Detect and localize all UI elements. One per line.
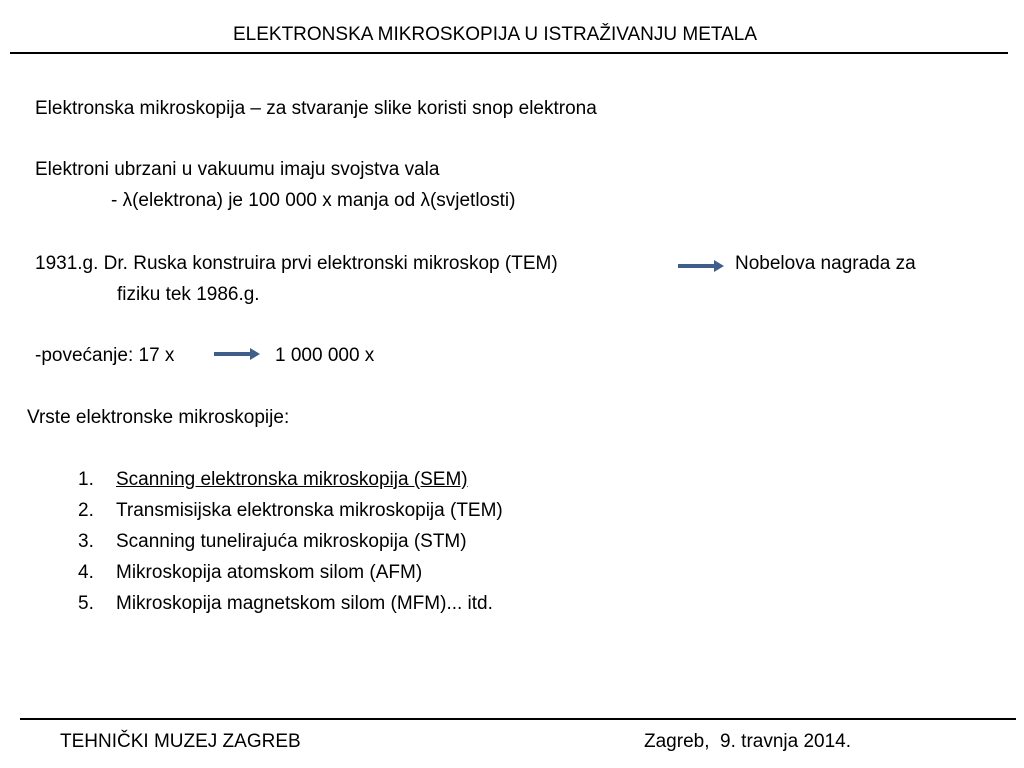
text-line-6: -povećanje: 17 x <box>35 345 175 366</box>
list-item <box>78 593 493 615</box>
list-number: 1. <box>78 469 94 490</box>
list-item <box>78 531 467 553</box>
arrow-right-icon <box>214 348 260 360</box>
list-number: 5. <box>78 593 94 614</box>
text-line-4: 1931.g. Dr. Ruska konstruira prvi elektronski mikroskop (TEM) <box>35 253 558 274</box>
types-heading: Vrste elektronske mikroskopije: <box>27 407 290 428</box>
list-link-sem[interactable]: Scanning elektronska mikroskopija (SEM) <box>116 469 468 490</box>
list-label: Mikroskopija atomskom silom (AFM) <box>116 562 423 583</box>
list-label: Mikroskopija magnetskom silom (MFM)... itd. <box>116 593 493 614</box>
arrow-right-icon <box>678 260 724 272</box>
list-number: 3. <box>78 531 94 552</box>
list-item <box>78 500 503 522</box>
text-line-5: fiziku tek 1986.g. <box>117 284 260 305</box>
text-line-3: - λ(elektrona) je 100 000 x manja od λ(svjetlosti) <box>111 190 516 211</box>
list-item <box>78 562 422 584</box>
list-label: Scanning tunelirajuća mikroskopija (STM) <box>116 531 467 552</box>
footer-divider <box>20 718 1016 720</box>
header-divider <box>10 52 1008 54</box>
text-line-1: Elektronska mikroskopija – za stvaranje slike koristi snop elektrona <box>35 98 597 119</box>
list-label: Transmisijska elektronska mikroskopija (TEM) <box>116 500 503 521</box>
text-line-2: Elektroni ubrzani u vakuumu imaju svojstva vala <box>35 159 440 180</box>
text-line-6-result: 1 000 000 x <box>275 345 375 366</box>
footer-institution: TEHNIČKI MUZEJ ZAGREB <box>60 731 301 752</box>
list-number: 4. <box>78 562 94 583</box>
list-item[interactable] <box>78 469 468 491</box>
text-line-4-result: Nobelova nagrada za <box>735 253 916 274</box>
footer-date: Zagreb, 9. travnja 2014. <box>644 731 852 752</box>
list-number: 2. <box>78 500 94 521</box>
page-title: ELEKTRONSKA MIKROSKOPIJA U ISTRAŽIVANJU METALA <box>232 24 758 45</box>
